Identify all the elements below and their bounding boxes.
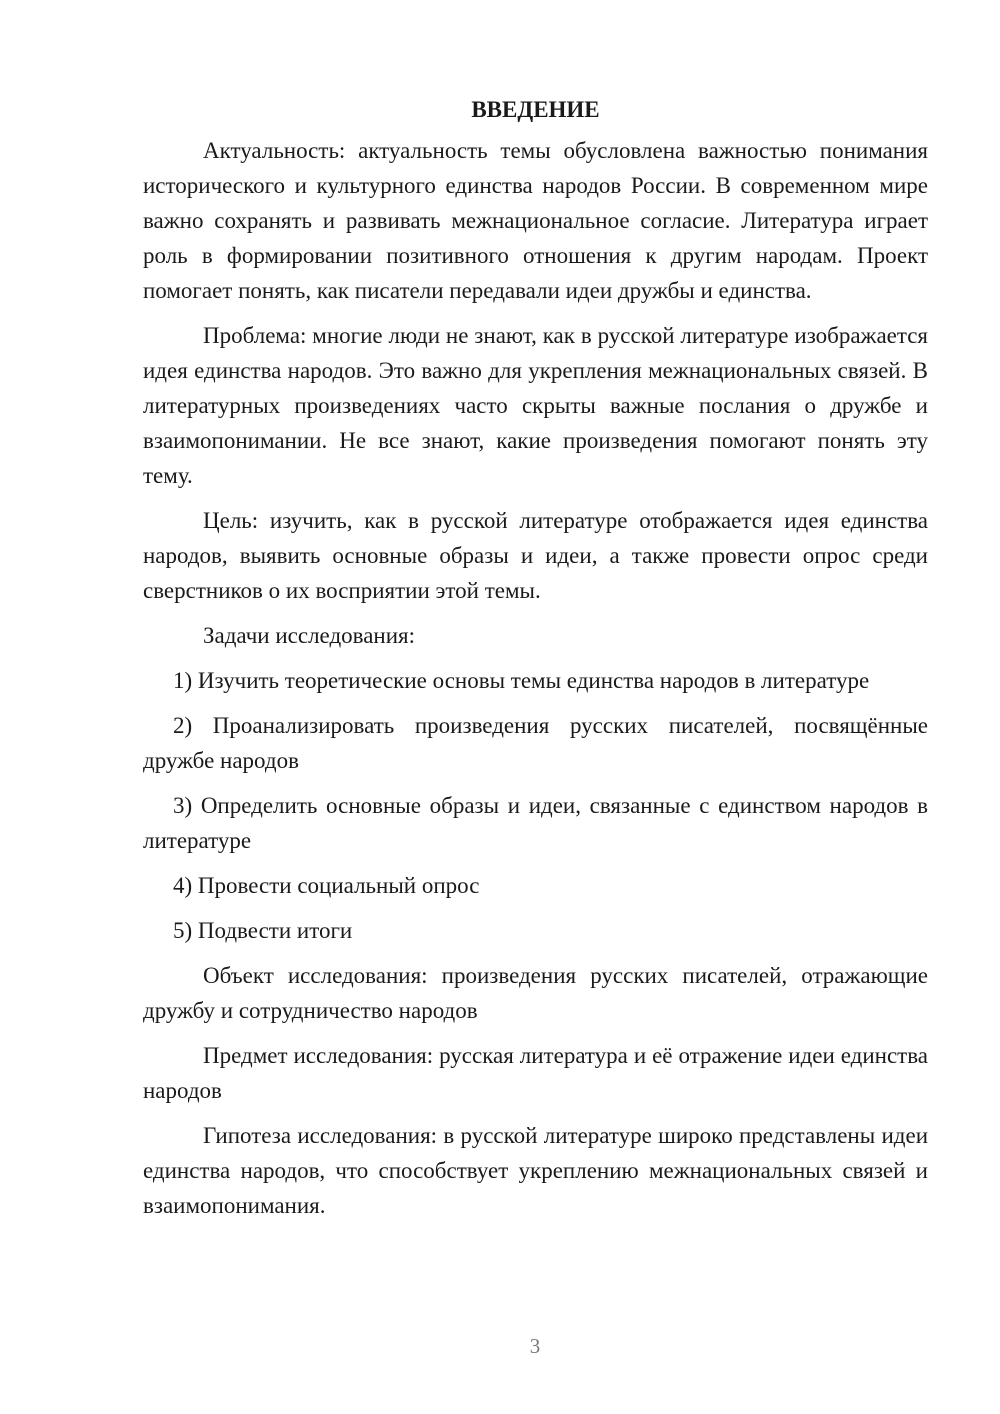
paragraph-subject: Предмет исследования: русская литература и её отражение идеи единства народов [143, 1043, 928, 1103]
task-item-5: 5) Подвести итоги [173, 918, 353, 943]
task-item-3: 3) Определить основные образы и идеи, связанные с единством народов в литературе [143, 793, 928, 853]
task-item-2: 2) Проанализировать произведения русских писателей, посвящённые дружбе народов [143, 713, 928, 773]
paragraph-hypothesis: Гипотеза исследования: в русской литературе широко представлены идеи единства народов, что способствует укреплению межнациональных связей и взаимопонимания. [143, 1123, 928, 1218]
page-number: 3 [529, 1334, 541, 1358]
task-item-1: 1) Изучить теоретические основы темы единства народов в литературе [173, 668, 870, 693]
document-title: ВВЕДЕНИЕ [471, 97, 600, 122]
paragraph-tasks-heading: Задачи исследования: [203, 623, 416, 648]
paragraph-goal: Цель: изучить, как в русской литературе отображается идея единства народов, выявить основные образы и идеи, а также провести опрос среди сверстников о их восприятии этой темы. [143, 508, 928, 603]
paragraph-relevance: Актуальность: актуальность темы обусловлена важностью понимания исторического и культурного единства народов России. В современном мире важно сохранять и развивать межнациональное согласие. Литература играет роль в формировании позитивного отношения к другим народам. Проект помогает понять, как писатели передавали идеи дружбы и единства. [143, 138, 928, 303]
task-item-4: 4) Провести социальный опрос [173, 873, 480, 898]
document-page [143, 92, 928, 1233]
paragraph-object: Объект исследования: произведения русских писателей, отражающие дружбу и сотрудничество народов [143, 963, 928, 1023]
paragraph-problem: Проблема: многие люди не знают, как в русской литературе изображается идея единства народов. Это важно для укрепления межнациональных связей. В литературных произведениях часто скрыты важные послания о дружбе и взаимопонимании. Не все знают, какие произведения помогают понять эту тему. [143, 323, 928, 488]
